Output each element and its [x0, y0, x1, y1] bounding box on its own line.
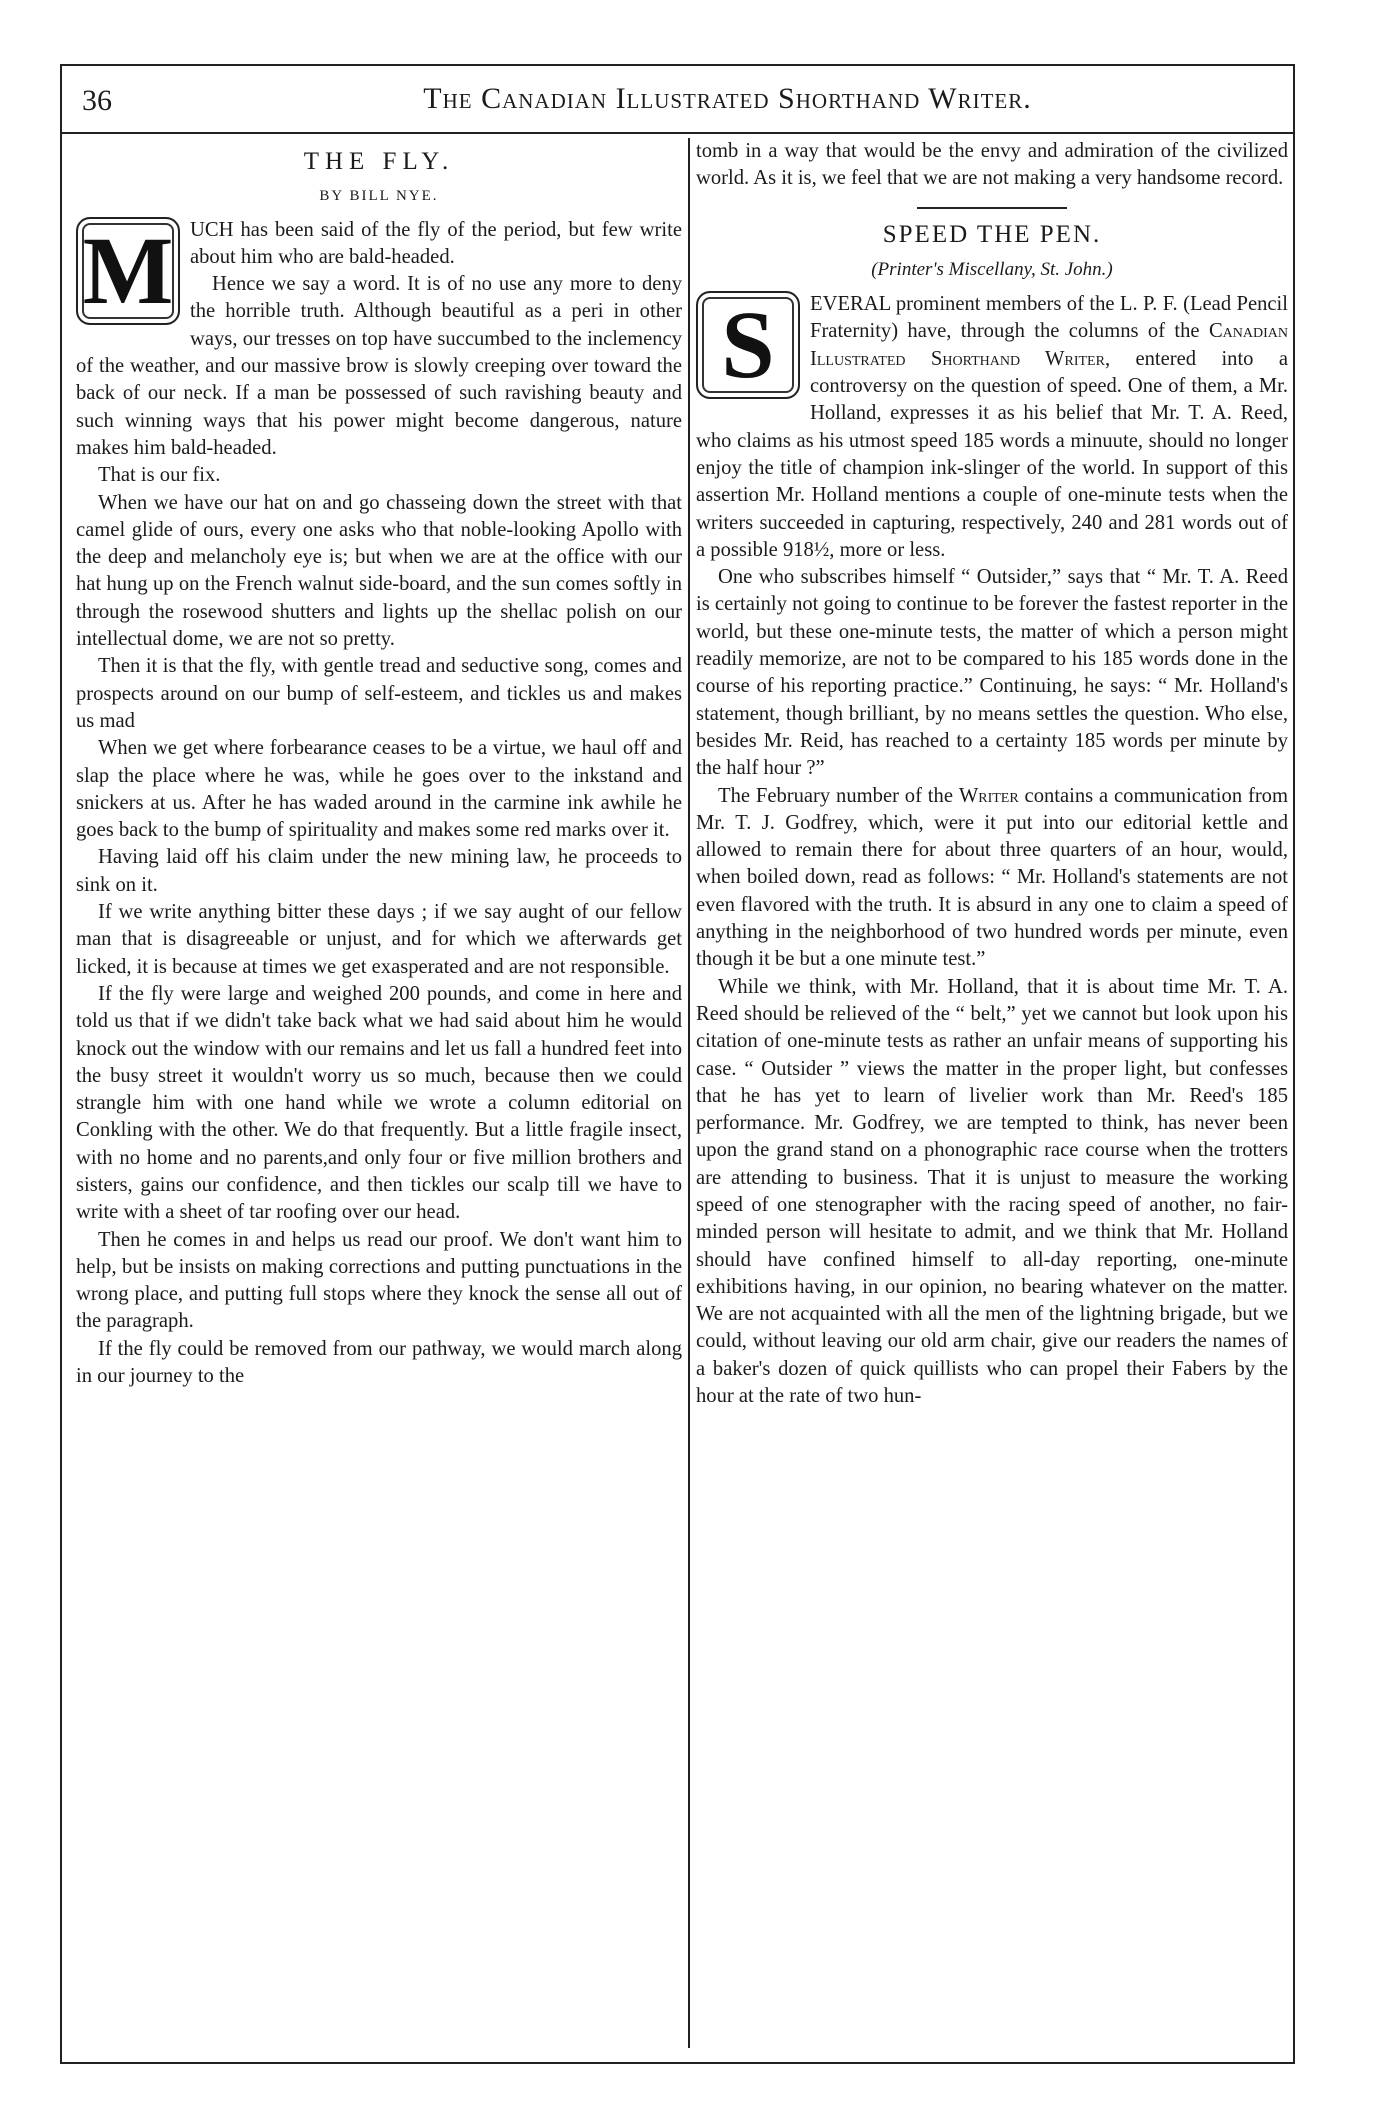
page-header [62, 66, 1293, 134]
paragraph: One who subscribes himself “ Outsider,” says that “ Mr. T. A. Reed is certainly not going to continue to be forever the fastest reporter in the world, but these one-minute tests, the matter of which a person might readily memorize, are not to be compared to his 185 words done in the course of his reporting practice.” Continuing, he says: “ Mr. Holland's statement, though brilliant, by no means settles the question. Who else, besides Mr. Reid, has reached to a certainty 185 words per minute by the half hour ?” [696, 566, 1288, 780]
page-number: 36 [82, 84, 112, 117]
article-source: (Printer's Miscellany, St. John.) [871, 258, 1113, 280]
paragraph: Then he comes in and helps us read our proof. We don't want him to help, but be insists on making corrections and putting punctuations in the wrong place, and putting full stops where they knock the sense all out of the paragraph. [76, 1228, 682, 1333]
left-column [76, 138, 682, 2048]
paragraph: Hence we say a word. It is of no use any more to deny the horrible truth. Although beautiful as a peri in other ways, our tresses on top have succumbed to the inclemency of the weather, and our massive brow is slowly creeping over toward the back of our neck. If a man be possessed of such ravishing beauty and such winning ways that his power might become dangerous, nature makes him bald-headed. [76, 273, 682, 459]
dropcap-s: S [696, 291, 800, 399]
paragraph: That is our fix. [98, 464, 221, 487]
article-title-the-fly: THE FLY. [303, 148, 455, 175]
paragraph: tomb in a way that would be the envy and admiration of the civilized world. As it is, we feel that we are not making a very handsome record. [696, 140, 1288, 190]
paragraph: If the fly were large and weighed 200 pounds, and come in here and told us that if we didn't take back what we had said about him he would knock out the window with our remains and let us fall a hundred feet into the busy street it wouldn't worry us so much, because then we could strangle him with one hand while we wrote a column editorial on Conkling with the other. We do that frequently. But a little fragile insect, with no home and no parents,and only four or five million brothers and sisters, gains our confidence, and then tickles our scalp till we have to write with a sheet of tar roofing over our head. [76, 982, 682, 1224]
article-title-speed-the-pen: SPEED THE PEN. [882, 220, 1102, 248]
running-title: The Canadian Illustrated Shorthand Writer. [423, 82, 1032, 115]
paragraph: The February number of the Writer contains a communication from Mr. T. J. Godfrey, which, were it put into our editorial kettle and allowed to remain there for about three quarters of an hour, would, when boiled down, read as follows: “ Mr. Holland's statements are not even flavored with the truth. It is absurd in any one to claim a speed of anything in the neighborhood of two hundred words per minute, even though it be but a one minute test.” [696, 784, 1288, 971]
paragraph: M UCH has been said of the fly of the period, but few write about him who are bald-headed. [76, 217, 682, 272]
section-rule [917, 207, 1067, 209]
paragraph: Then it is that the fly, with gentle tread and seductive song, comes and prospects around on our bump of self-esteem, and tickles us and makes us mad [76, 655, 682, 732]
column-divider [688, 138, 690, 2048]
paragraph: If the fly could be removed from our pathway, we would march along in our journey to the [76, 1337, 682, 1388]
paragraph: While we think, with Mr. Holland, that it is about time Mr. T. A. Reed should be relieved of the “ belt,” yet we cannot but look upon his citation of one-minute tests as rather an unfair means of supporting his case. “ Outsider ” views the matter in the proper light, but confesses that he has yet to learn of livelier work than Mr. Reed's 185 performance. Mr. Godfrey, we are tempted to think, has never been upon the grand stand on a phonographic race course when the trotters are attending to business. That it is unjust to measure the working speed of one stenographer with the racing speed of another, no fair-minded person will hesitate to admit, and we think that Mr. Holland should have confined himself to all-day reporting, one-minute exhibitions having, in our opinion, no bearing whatever on the matter. We are not acquainted with all the men of the lightning brigade, but we could, without leaving our old arm chair, give our readers the names of a baker's dozen of quick quillists who can propel their Fabers by the hour at the rate of two hun- [696, 975, 1288, 1408]
dropcap-m: M [76, 217, 180, 325]
paragraph: Having laid off his claim under the new mining law, he proceeds to sink on it. [76, 846, 682, 896]
paragraph: If we write anything bitter these days ; if we say aught of our fellow man that is disagreeable or unjust, and for which we afterwards get licked, it is because at times we get exasperated and are not responsible. [76, 901, 682, 978]
page-frame [60, 64, 1295, 2064]
paragraph: When we get where forbearance ceases to be a virtue, we haul off and slap the place where he was, while he goes over to the inkstand and snickers at us. After he has waded around in the carmine ink awhile he goes back to the bump of spirituality and makes some red marks over it. [76, 737, 682, 842]
paragraph: S EVERAL prominent members of the L. P. F. (Lead Pencil Fraternity) have, through the columns of the Canadian Illustrated Shorthand Writer, entered into a controversy on the question of speed. One of them, a Mr. Holland, expresses it as his belief that Mr. T. A. Reed, who claims as his utmost speed 185 words a minuute, should no longer enjoy the title of champion ink-slinger of the world. In support of this assertion Mr. Holland mentions a couple of one-minute tests when the writers succeeded in capturing, respectively, 240 and 281 words out of a possible 918½, more or less. [696, 291, 1288, 561]
right-column [696, 138, 1288, 2048]
article-byline: BY BILL NYE. [319, 188, 439, 205]
paragraph: When we have our hat on and go chasseing down the street with that camel glide of ours, every one asks who that noble-looking Apollo with the deep and melancholy eye is; but when we are at the office with our hat hung up on the French walnut side-board, and the sun comes softly in through the rosewood shutters and lights up the shellac polish on our intellectual dome, we are not so pretty. [76, 491, 682, 651]
